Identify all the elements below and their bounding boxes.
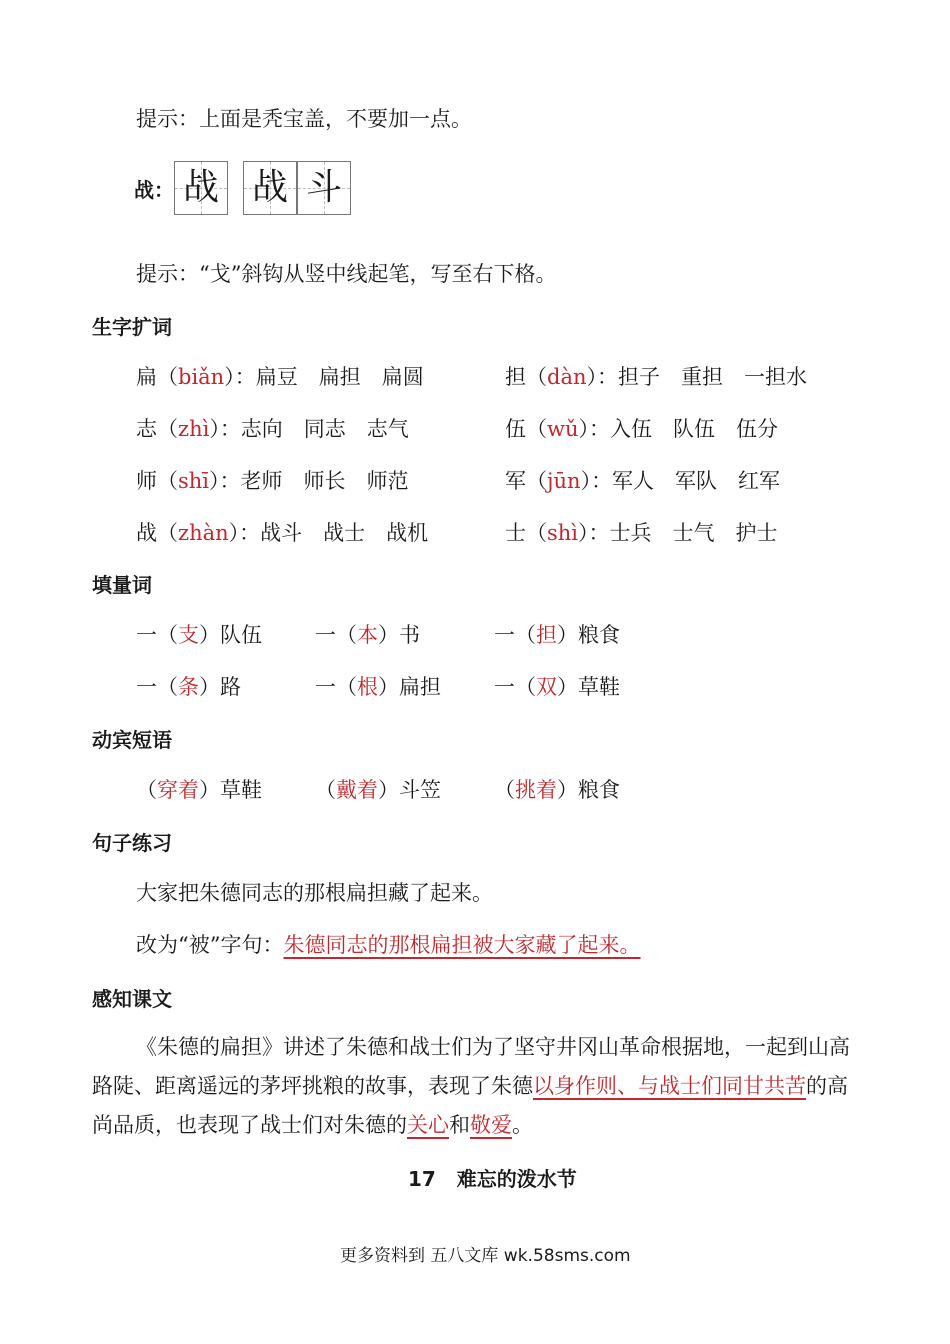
- original-sentence: 大家把朱德同志的那根扁担藏了起来。: [136, 881, 493, 905]
- summary-blank-3: 敬爱: [470, 1113, 512, 1137]
- writing-box-1: 战: [174, 161, 228, 215]
- writing-box-2: 战: [243, 161, 297, 215]
- lesson-title: 难忘的泼水节: [456, 1167, 577, 1191]
- lesson-number: 17: [408, 1167, 436, 1191]
- pinyin: dàn: [547, 365, 587, 389]
- verb-object-item: （挑着）粮食: [494, 778, 620, 802]
- section-expand-words: 生字扩词: [92, 315, 172, 339]
- verb-object-item: （穿着）草鞋: [136, 778, 262, 802]
- expand-word-row: 战（zhàn）：战斗 战士 战机: [136, 521, 429, 545]
- verb-answer: 挑着: [515, 778, 557, 802]
- summary-blank-2: 关心: [407, 1113, 449, 1137]
- measure-answer: 条: [178, 675, 199, 699]
- writing-box-3: 斗: [297, 161, 351, 215]
- measure-answer: 支: [178, 623, 199, 647]
- expand-word-row: 志（zhì）：志向 同志 志气: [136, 417, 409, 441]
- expand-word-row: 军（jūn）：军人 军队 红军: [505, 469, 781, 493]
- measure-word-item: 一（条）路: [136, 675, 241, 699]
- measure-word-item: 一（根）扁担: [315, 675, 441, 699]
- measure-answer: 根: [357, 675, 378, 699]
- measure-answer: 本: [357, 623, 378, 647]
- measure-word-item: 一（支）队伍: [136, 623, 262, 647]
- section-measure-words: 填量词: [92, 573, 152, 597]
- pinyin: biǎn: [178, 365, 225, 389]
- pinyin: zhì: [178, 417, 210, 441]
- section-verb-object: 动宾短语: [92, 728, 172, 752]
- expand-word-row: 伍（wǔ）：入伍 队伍 伍分: [505, 417, 778, 441]
- verb-answer: 戴着: [336, 778, 378, 802]
- hint-1: 提示：上面是秃宝盖，不要加一点。: [136, 107, 472, 131]
- footer: 更多资料到 五八文库 wk.58sms.com: [340, 1246, 631, 1266]
- measure-answer: 担: [536, 623, 557, 647]
- verb-answer: 穿着: [157, 778, 199, 802]
- expand-word-row: 扁（biǎn）：扁豆 扁担 扁圆: [136, 365, 424, 389]
- section-perceive-text: 感知课文: [92, 987, 172, 1011]
- measure-answer: 双: [536, 675, 557, 699]
- pinyin: shī: [178, 469, 210, 493]
- passive-answer: 朱德同志的那根扁担被大家藏了起来。: [283, 933, 641, 957]
- hint-2: 提示：“戈”斜钩从竖中线起笔，写至右下格。: [136, 262, 557, 286]
- verb-object-item: （戴着）斗笠: [315, 778, 441, 802]
- next-lesson-title: [408, 1163, 577, 1192]
- measure-word-item: 一（本）书: [315, 623, 420, 647]
- pinyin: zhàn: [178, 521, 229, 545]
- expand-word-row: 担（dàn）：担子 重担 一担水: [505, 365, 807, 389]
- summary-blank-1: 以身作则、与战士们同甘共苦: [533, 1074, 806, 1098]
- pinyin: shì: [547, 521, 579, 545]
- zhan-label: 战：: [134, 178, 174, 202]
- expand-word-row: 士（shì）：士兵 士气 护士: [505, 521, 778, 545]
- expand-word-row: 师（shī）：老师 师长 师范: [136, 469, 409, 493]
- summary-paragraph: 《朱德的扁担》讲述了朱德和战士们为了坚守井冈山革命根据地，一起到山高路陡、距离遥远的茅坪挑粮的故事，表现了朱德以身作则、与战士们同甘共苦的高尚品质，也表现了战士们对朱德的关心和敬爱。: [92, 1035, 850, 1137]
- pinyin: wǔ: [547, 417, 579, 441]
- passive-sentence: 改为“被”字句：朱德同志的那根扁担被大家藏了起来。: [136, 933, 641, 957]
- measure-word-item: 一（双）草鞋: [494, 675, 620, 699]
- measure-word-item: 一（担）粮食: [494, 623, 620, 647]
- section-sentence-practice: 句子练习: [92, 831, 172, 855]
- pinyin: jūn: [547, 469, 581, 493]
